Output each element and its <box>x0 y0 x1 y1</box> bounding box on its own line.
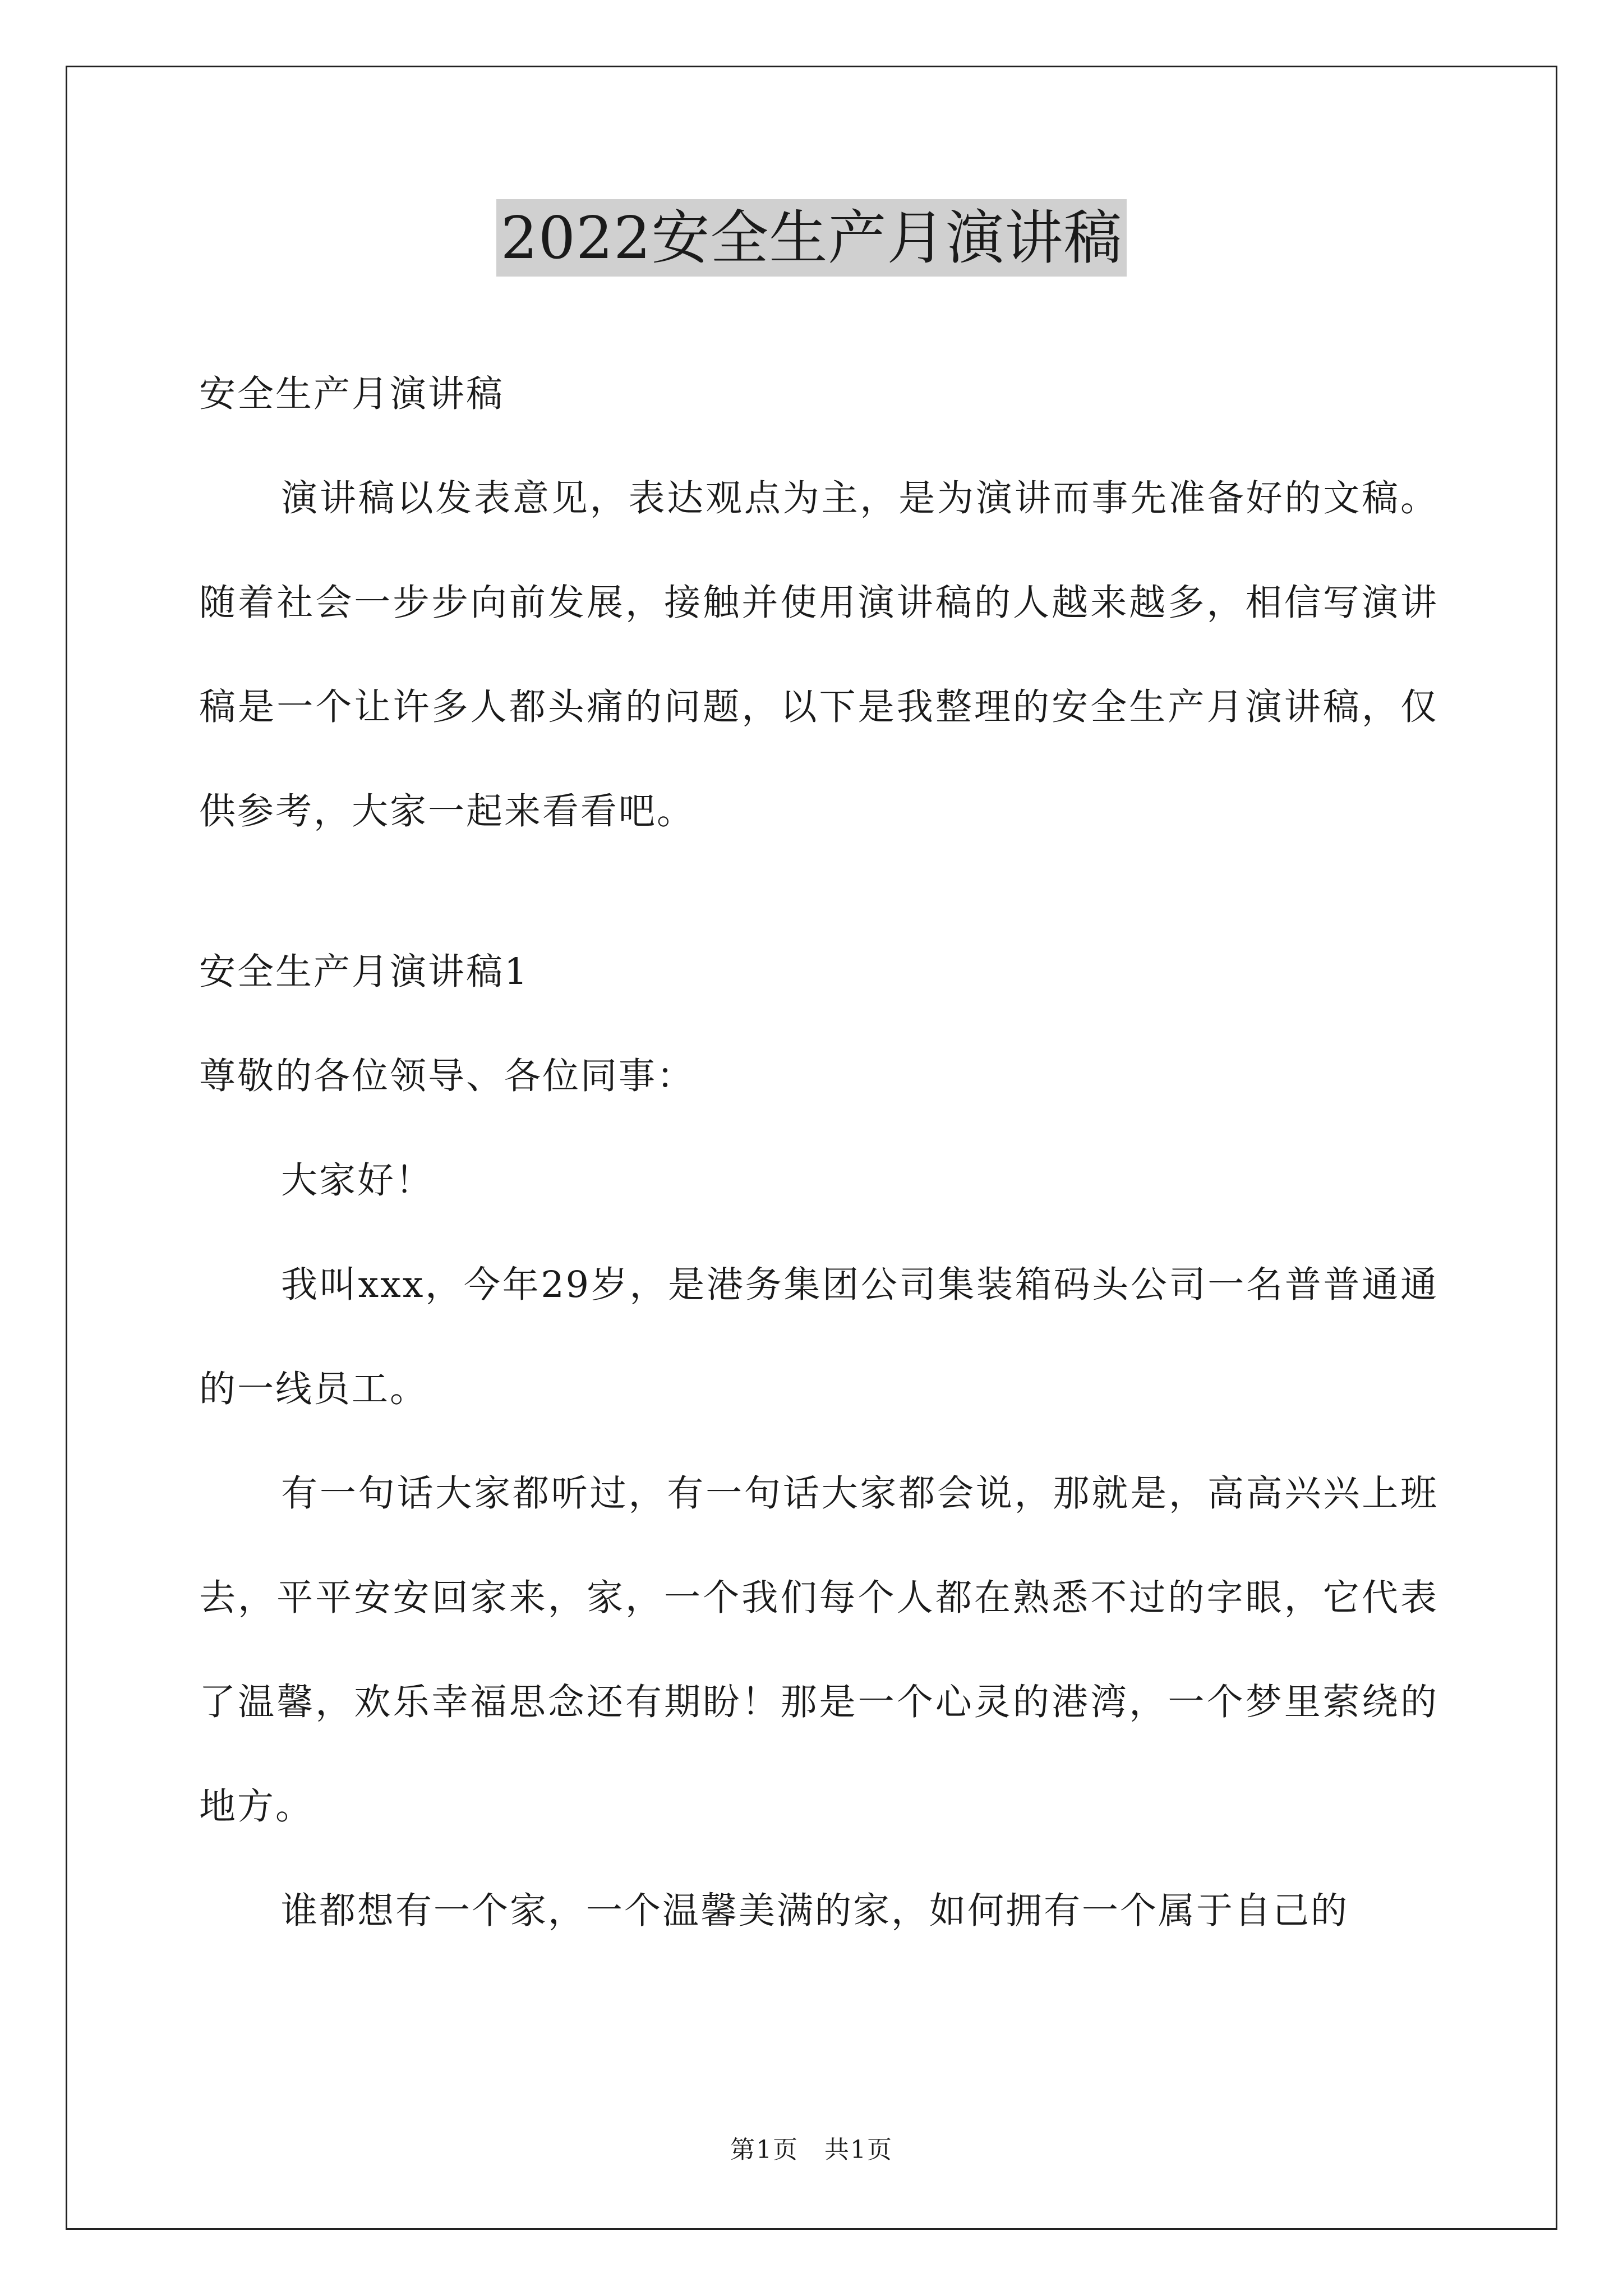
document-body <box>199 342 1438 1963</box>
section-heading: 安全生产月演讲稿 <box>199 373 505 415</box>
body-paragraph: 我叫xxx，今年29岁，是港务集团公司集装箱码头公司一名普普通通的一线员工。 <box>199 1264 1438 1410</box>
speech-heading: 安全生产月演讲稿1 <box>199 951 529 993</box>
body-paragraph: 有一句话大家都听过，有一句话大家都会说，那就是，高高兴兴上班去，平平安安回家来，家，一个我们每个人都在熟悉不过的字眼，它代表了温馨，欢乐幸福思念还有期盼！那是一个心灵的港湾，一个梦里萦绕的地方。 <box>199 1473 1438 1828</box>
greeting: 大家好！ <box>281 1159 434 1202</box>
title-container <box>0 199 1623 277</box>
page-number-footer: 第1页 共1页 <box>730 2136 893 2164</box>
body-paragraph: 谁都想有一个家，一个温馨美满的家，如何拥有一个属于自己的 <box>281 1890 1349 1932</box>
intro-paragraph: 演讲稿以发表意见，表达观点为主，是为演讲而事先准备好的文稿。随着社会一步步向前发展，接触并使用演讲稿的人越来越多，相信写演讲稿是一个让许多人都头痛的问题，以下是我整理的安全生产月演讲稿，仅供参考，大家一起来看看吧。 <box>199 477 1438 832</box>
document-title: 2022安全生产月演讲稿 <box>496 199 1127 277</box>
salutation: 尊敬的各位领导、各位同事： <box>199 1055 695 1097</box>
paragraph-gap <box>199 864 1438 920</box>
